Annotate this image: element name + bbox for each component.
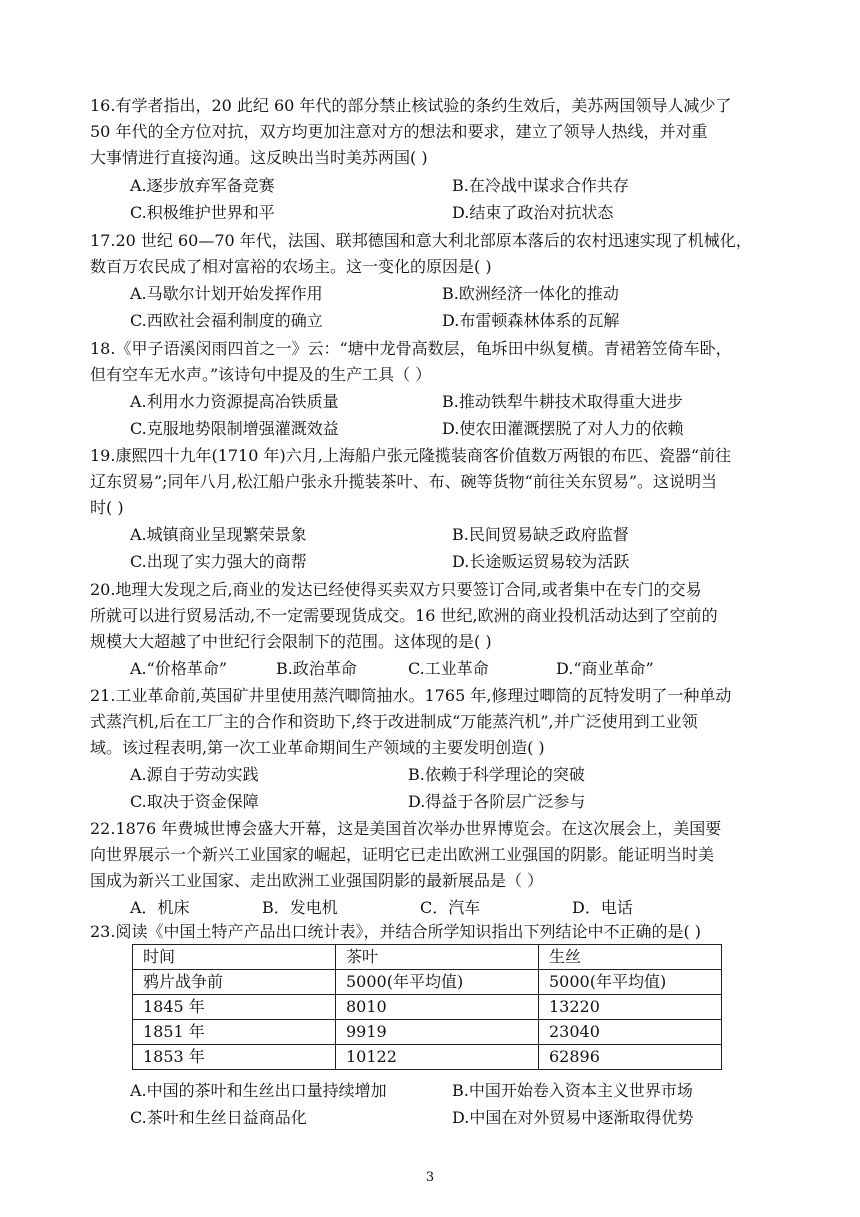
q17-stem-line-1: 17.20 世纪 60—70 年代，法国、联邦德国和意大利北部原本落后的农村迅速实现了机械化， [90,231,752,250]
q16-option-a: A.逐步放弃军备竞赛 [130,176,275,195]
q19-option-c: C.出现了实力强大的商帮 [130,552,307,571]
q18-option-b: B.推动铁犁牛耕技术取得重大进步 [442,392,683,411]
q23-option-b: B.中国开始卷入资本主义世界市场 [452,1081,693,1100]
q16-stem-line-1: 16.有学者指出，20 此纪 60 年代的部分禁止核试验的条约生效后，美苏两国领导人减少了 [90,96,732,115]
q16-option-c: C.积极维护世界和平 [130,203,275,222]
table-header-row [133,945,722,970]
q18-option-d: D.使农田灌溉摆脱了对人力的依赖 [442,419,684,438]
table-cell: 1845 年 [133,995,336,1020]
q23-option-d: D.中国在对外贸易中逐渐取得优势 [452,1108,694,1127]
q22-stem-line-2: 向世界展示一个新兴工业国家的崛起，证明它已走出欧洲工业强国的阴影。能证明当时美 [90,845,715,864]
q18-stem-line-1: 18.《甲子语溪闵雨四首之一》云：“塘中龙骨高数层，龟坼田中纵复横。青裙箬笠倚车卧， [90,339,732,358]
table-row [133,1020,722,1045]
q18-option-a: A.利用水力资源提高冶铁质量 [130,392,339,411]
q17-option-a: A.马歇尔计划开始发挥作用 [130,284,323,303]
table-cell: 1853 年 [133,1045,336,1070]
table-cell: 23040 [539,1020,722,1045]
q17-option-b: B.欧洲经济一体化的推动 [442,284,619,303]
q21-stem-line-2: 式蒸汽机,后在工厂主的合作和资助下,终于改进制成“万能蒸汽机”,并广泛使用到工业领 [90,712,698,731]
q17-option-c: C.西欧社会福利制度的确立 [130,311,323,330]
q23-option-c: C.茶叶和生丝日益商品化 [130,1108,307,1127]
q22-option-a: A．机床 [130,898,190,917]
q22-stem-line-3: 国成为新兴工业国家、走出欧洲工业强国阴影的最新展品是（ ） [90,871,544,890]
q23-option-a: A.中国的茶叶和生丝出口量持续增加 [130,1081,387,1100]
table-row [133,970,722,995]
table-cell: 5000(年平均值) [539,970,722,995]
table-header-cell: 生丝 [539,945,722,970]
q20-option-c: C.工业革命 [408,659,489,678]
q21-stem-line-1: 21.工业革命前,英国矿井里使用蒸汽唧筒抽水。1765 年,修理过唧筒的瓦特发明了一种单动 [90,686,732,705]
q19-option-d: D.长途贩运贸易较为活跃 [452,552,630,571]
q16-stem-line-2: 50 年代的全方位对抗，双方均更加注意对方的想法和要求，建立了领导人热线，并对重 [90,122,708,141]
table-cell: 13220 [539,995,722,1020]
q21-option-b: B.依赖于科学理论的突破 [408,765,585,784]
q16-option-b: B.在冷战中谋求合作共存 [452,176,629,195]
q17-option-d: D.布雷顿森林体系的瓦解 [442,311,620,330]
table-cell: 62896 [539,1045,722,1070]
q19-option-a: A.城镇商业呈现繁荣景象 [130,525,307,544]
table-cell: 9919 [336,1020,539,1045]
q22-option-c: C．汽车 [420,898,481,917]
q19-stem-line-1: 19.康熙四十九年(1710 年)六月,上海船户张元隆揽装商客价值数万两银的布匹、瓷器“前往 [90,446,732,465]
q20-option-d: D.“商业革命” [556,659,654,678]
q19-stem-line-3: 时( ) [90,498,124,517]
table-cell: 鸦片战争前 [133,970,336,995]
q22-option-b: B．发电机 [262,898,338,917]
table-row [133,995,722,1020]
q23-stem-line-1: 23.阅读《中国土特产产品出口统计表》，并结合所学知识指出下列结论中不正确的是( ) [90,922,702,941]
q20-option-a: A.“价格革命” [130,659,228,678]
q21-option-d: D.得益于各阶层广泛参与 [408,792,586,811]
export-statistics-table [132,944,722,1070]
table-cell: 1851 年 [133,1020,336,1045]
q20-stem-line-2: 所就可以进行贸易活动,不一定需要现货成交。16 世纪,欧洲的商业投机活动达到了空前的 [90,606,718,625]
q18-stem-line-2: 但有空车无水声。”该诗句中提及的生产工具（ ） [90,365,432,384]
table-header-cell: 时间 [133,945,336,970]
q20-stem-line-3: 规模大大超越了中世纪行会限制下的范围。这体现的是( ) [90,632,492,651]
q18-option-c: C.克服地势限制增强灌溉效益 [130,419,339,438]
q20-stem-line-1: 20.地理大发现之后,商业的发达已经使得买卖双方只要签订合同,或者集中在专门的交易 [90,580,702,599]
table-cell: 10122 [336,1045,539,1070]
table-header-cell: 茶叶 [336,945,539,970]
table-row [133,1045,722,1070]
q17-stem-line-2: 数百万农民成了相对富裕的农场主。这一变化的原因是( ) [90,257,492,276]
table-cell: 8010 [336,995,539,1020]
q20-option-b: B.政治革命 [276,659,357,678]
q21-stem-line-3: 域。该过程表明,第一次工业革命期间生产领域的主要发明创造( ) [90,738,545,757]
q19-option-b: B.民间贸易缺乏政府监督 [452,525,629,544]
q16-stem-line-3: 大事情进行直接沟通。这反映出当时美苏两国( ) [90,148,428,167]
q16-option-d: D.结束了政治对抗状态 [452,203,614,222]
q21-option-a: A.源自于劳动实践 [130,765,259,784]
q21-option-c: C.取决于资金保障 [130,792,259,811]
table-cell: 5000(年平均值) [336,970,539,995]
q22-option-d: D．电话 [572,898,633,917]
page-number: 3 [425,1170,435,1185]
q22-stem-line-1: 22.1876 年费城世博会盛大开幕，这是美国首次举办世界博览会。在这次展会上，美国要 [90,819,722,838]
q19-stem-line-2: 辽东贸易”;同年八月,松江船户张永升揽装茶叶、布、碗等货物“前往关东贸易”。这说明当 [90,472,718,491]
